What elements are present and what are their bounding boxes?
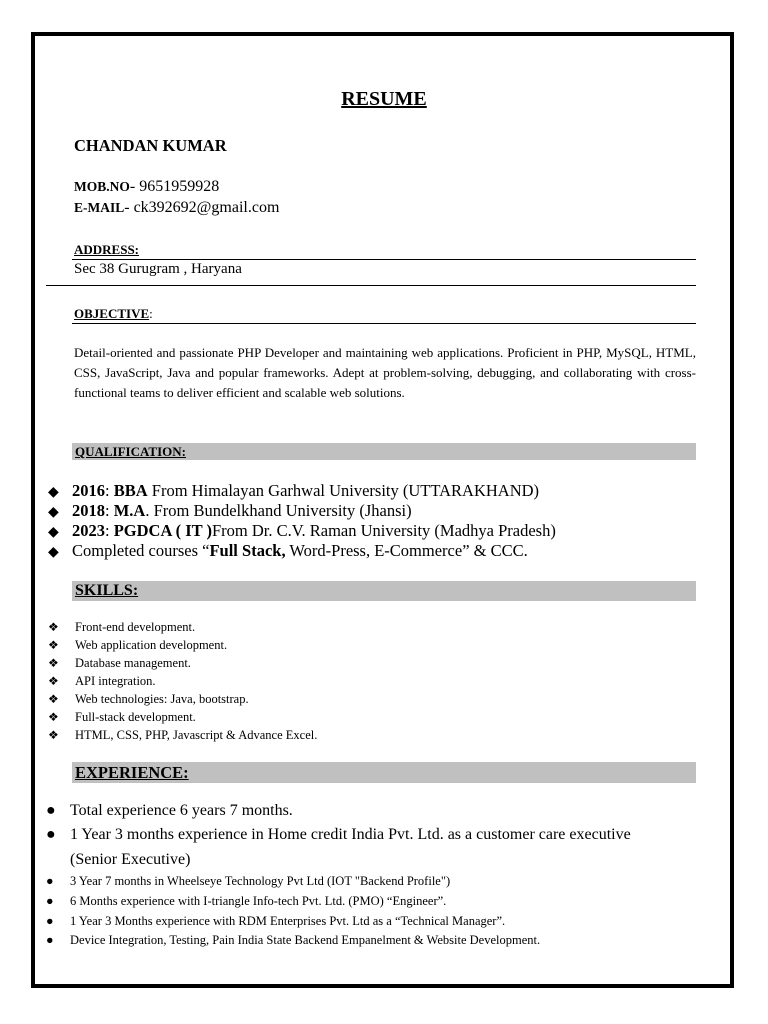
bullet-icon: ●	[46, 802, 56, 819]
experience-text: Total experience 6 years 7 months.	[70, 802, 293, 819]
skill-label: Web application development.	[75, 638, 228, 652]
skill-label: Front-end development.	[75, 620, 196, 634]
bullet-icon: ●	[46, 933, 54, 947]
star-icon: ❖	[48, 656, 59, 670]
objective-heading-line	[74, 306, 153, 322]
email-line	[74, 199, 279, 217]
qualification-item	[48, 501, 412, 521]
experience-item	[46, 914, 505, 929]
qualification-item	[48, 481, 539, 501]
skills-bar	[72, 581, 696, 601]
diamond-icon: ◆	[48, 545, 59, 560]
experience-item	[46, 802, 293, 820]
qualification-heading: QUALIFICATION:	[75, 444, 186, 459]
address-value: Sec 38 Gurugram , Haryana	[74, 261, 242, 277]
skills-heading: SKILLS:	[75, 582, 139, 599]
diamond-icon: ◆	[48, 485, 59, 500]
qualification-item	[48, 521, 556, 541]
qualification-bar	[72, 443, 696, 460]
skill-item	[48, 710, 196, 725]
star-icon: ❖	[48, 620, 59, 634]
qualification-rest: . From Bundelkhand University (Jhansi)	[145, 501, 412, 520]
qualification-rest: From Himalayan Garhwal University (UTTARAKHAND)	[147, 481, 540, 500]
mobile-line	[74, 178, 219, 196]
qualification-sep: :	[105, 481, 114, 500]
email-value: - ck392692@gmail.com	[124, 199, 280, 216]
objective-rule	[72, 323, 696, 324]
skill-item	[48, 638, 227, 653]
qualification-degree: BBA	[113, 481, 148, 500]
qualification-year: 2023	[72, 521, 105, 540]
diamond-icon: ◆	[48, 525, 59, 540]
bullet-icon: ●	[46, 894, 54, 908]
skill-item	[48, 620, 195, 635]
qualification-year: 2016	[72, 481, 105, 500]
experience-text: 6 Months experience with I-triangle Info-tech Pvt. Ltd. (PMO) “Engineer”.	[70, 894, 447, 908]
skill-item	[48, 656, 191, 671]
experience-text: Device Integration, Testing, Pain India State Backend Empanelment & Website Development.	[70, 933, 541, 947]
qualification-degree: PGDCA ( IT )	[113, 521, 212, 540]
star-icon: ❖	[48, 692, 59, 706]
bullet-icon: ●	[46, 914, 54, 928]
experience-heading: EXPERIENCE:	[75, 763, 189, 782]
resume-title: RESUME	[341, 88, 427, 110]
skill-label: HTML, CSS, PHP, Javascript & Advance Excel.	[75, 728, 318, 742]
experience-text: 3 Year 7 months in Wheelseye Technology Pvt Ltd (IOT "Backend Profile")	[70, 874, 451, 888]
skill-label: Web technologies: Java, bootstrap.	[75, 692, 249, 706]
courses-bold: Full Stack,	[209, 541, 286, 560]
qualification-year: 2018	[72, 501, 105, 520]
star-icon: ❖	[48, 710, 59, 724]
skill-item	[48, 728, 317, 743]
bullet-icon: ●	[46, 826, 56, 843]
bullet-icon: ●	[46, 874, 54, 888]
skill-item	[48, 692, 249, 707]
objective-colon: :	[149, 306, 153, 321]
experience-text: 1 Year 3 Months experience with RDM Enterprises Pvt. Ltd as a “Technical Manager”.	[70, 914, 506, 928]
experience-item	[46, 874, 450, 889]
qualification-degree: M.A	[113, 501, 146, 520]
qualification-sep: :	[105, 521, 114, 540]
courses-pre: Completed courses “	[72, 541, 210, 560]
experience-item	[46, 933, 540, 948]
qualification-rest: From Dr. C.V. Raman University (Madhya Pradesh)	[211, 521, 556, 540]
experience-item	[46, 894, 446, 909]
candidate-name: CHANDAN KUMAR	[74, 136, 227, 155]
skill-item	[48, 674, 156, 689]
courses-item	[48, 541, 528, 561]
experience-continuation: (Senior Executive)	[70, 851, 191, 868]
skill-label: Full-stack development.	[75, 710, 196, 724]
address-heading: ADDRESS:	[74, 242, 140, 257]
star-icon: ❖	[48, 674, 59, 688]
email-label: E-MAIL	[74, 200, 125, 215]
skill-label: API integration.	[75, 674, 156, 688]
qualification-sep: :	[105, 501, 114, 520]
star-icon: ❖	[48, 638, 59, 652]
experience-text: 1 Year 3 months experience in Home credit India Pvt. Ltd. as a customer care executive	[70, 826, 631, 843]
courses-post: Word-Press, E-Commerce” & CCC.	[285, 541, 528, 560]
mobile-value: - 9651959928	[129, 178, 220, 195]
address-rule-bottom	[46, 285, 696, 286]
star-icon: ❖	[48, 728, 59, 742]
diamond-icon: ◆	[48, 505, 59, 520]
experience-bar	[72, 762, 696, 783]
skill-label: Database management.	[75, 656, 191, 670]
mobile-label: MOB.NO	[74, 179, 130, 194]
experience-item	[46, 826, 631, 844]
objective-heading: OBJECTIVE	[74, 306, 150, 321]
address-rule-top	[72, 259, 696, 260]
objective-text: Detail-oriented and passionate PHP Developer and maintaining web applications. Proficient in PHP, MySQL, HTML, CSS, JavaScript, Java and popular frameworks. Adept at problem-solving, debugging, and collaborating with cross-functional teams to deliver efficient and scalable web solutions.	[74, 345, 696, 400]
